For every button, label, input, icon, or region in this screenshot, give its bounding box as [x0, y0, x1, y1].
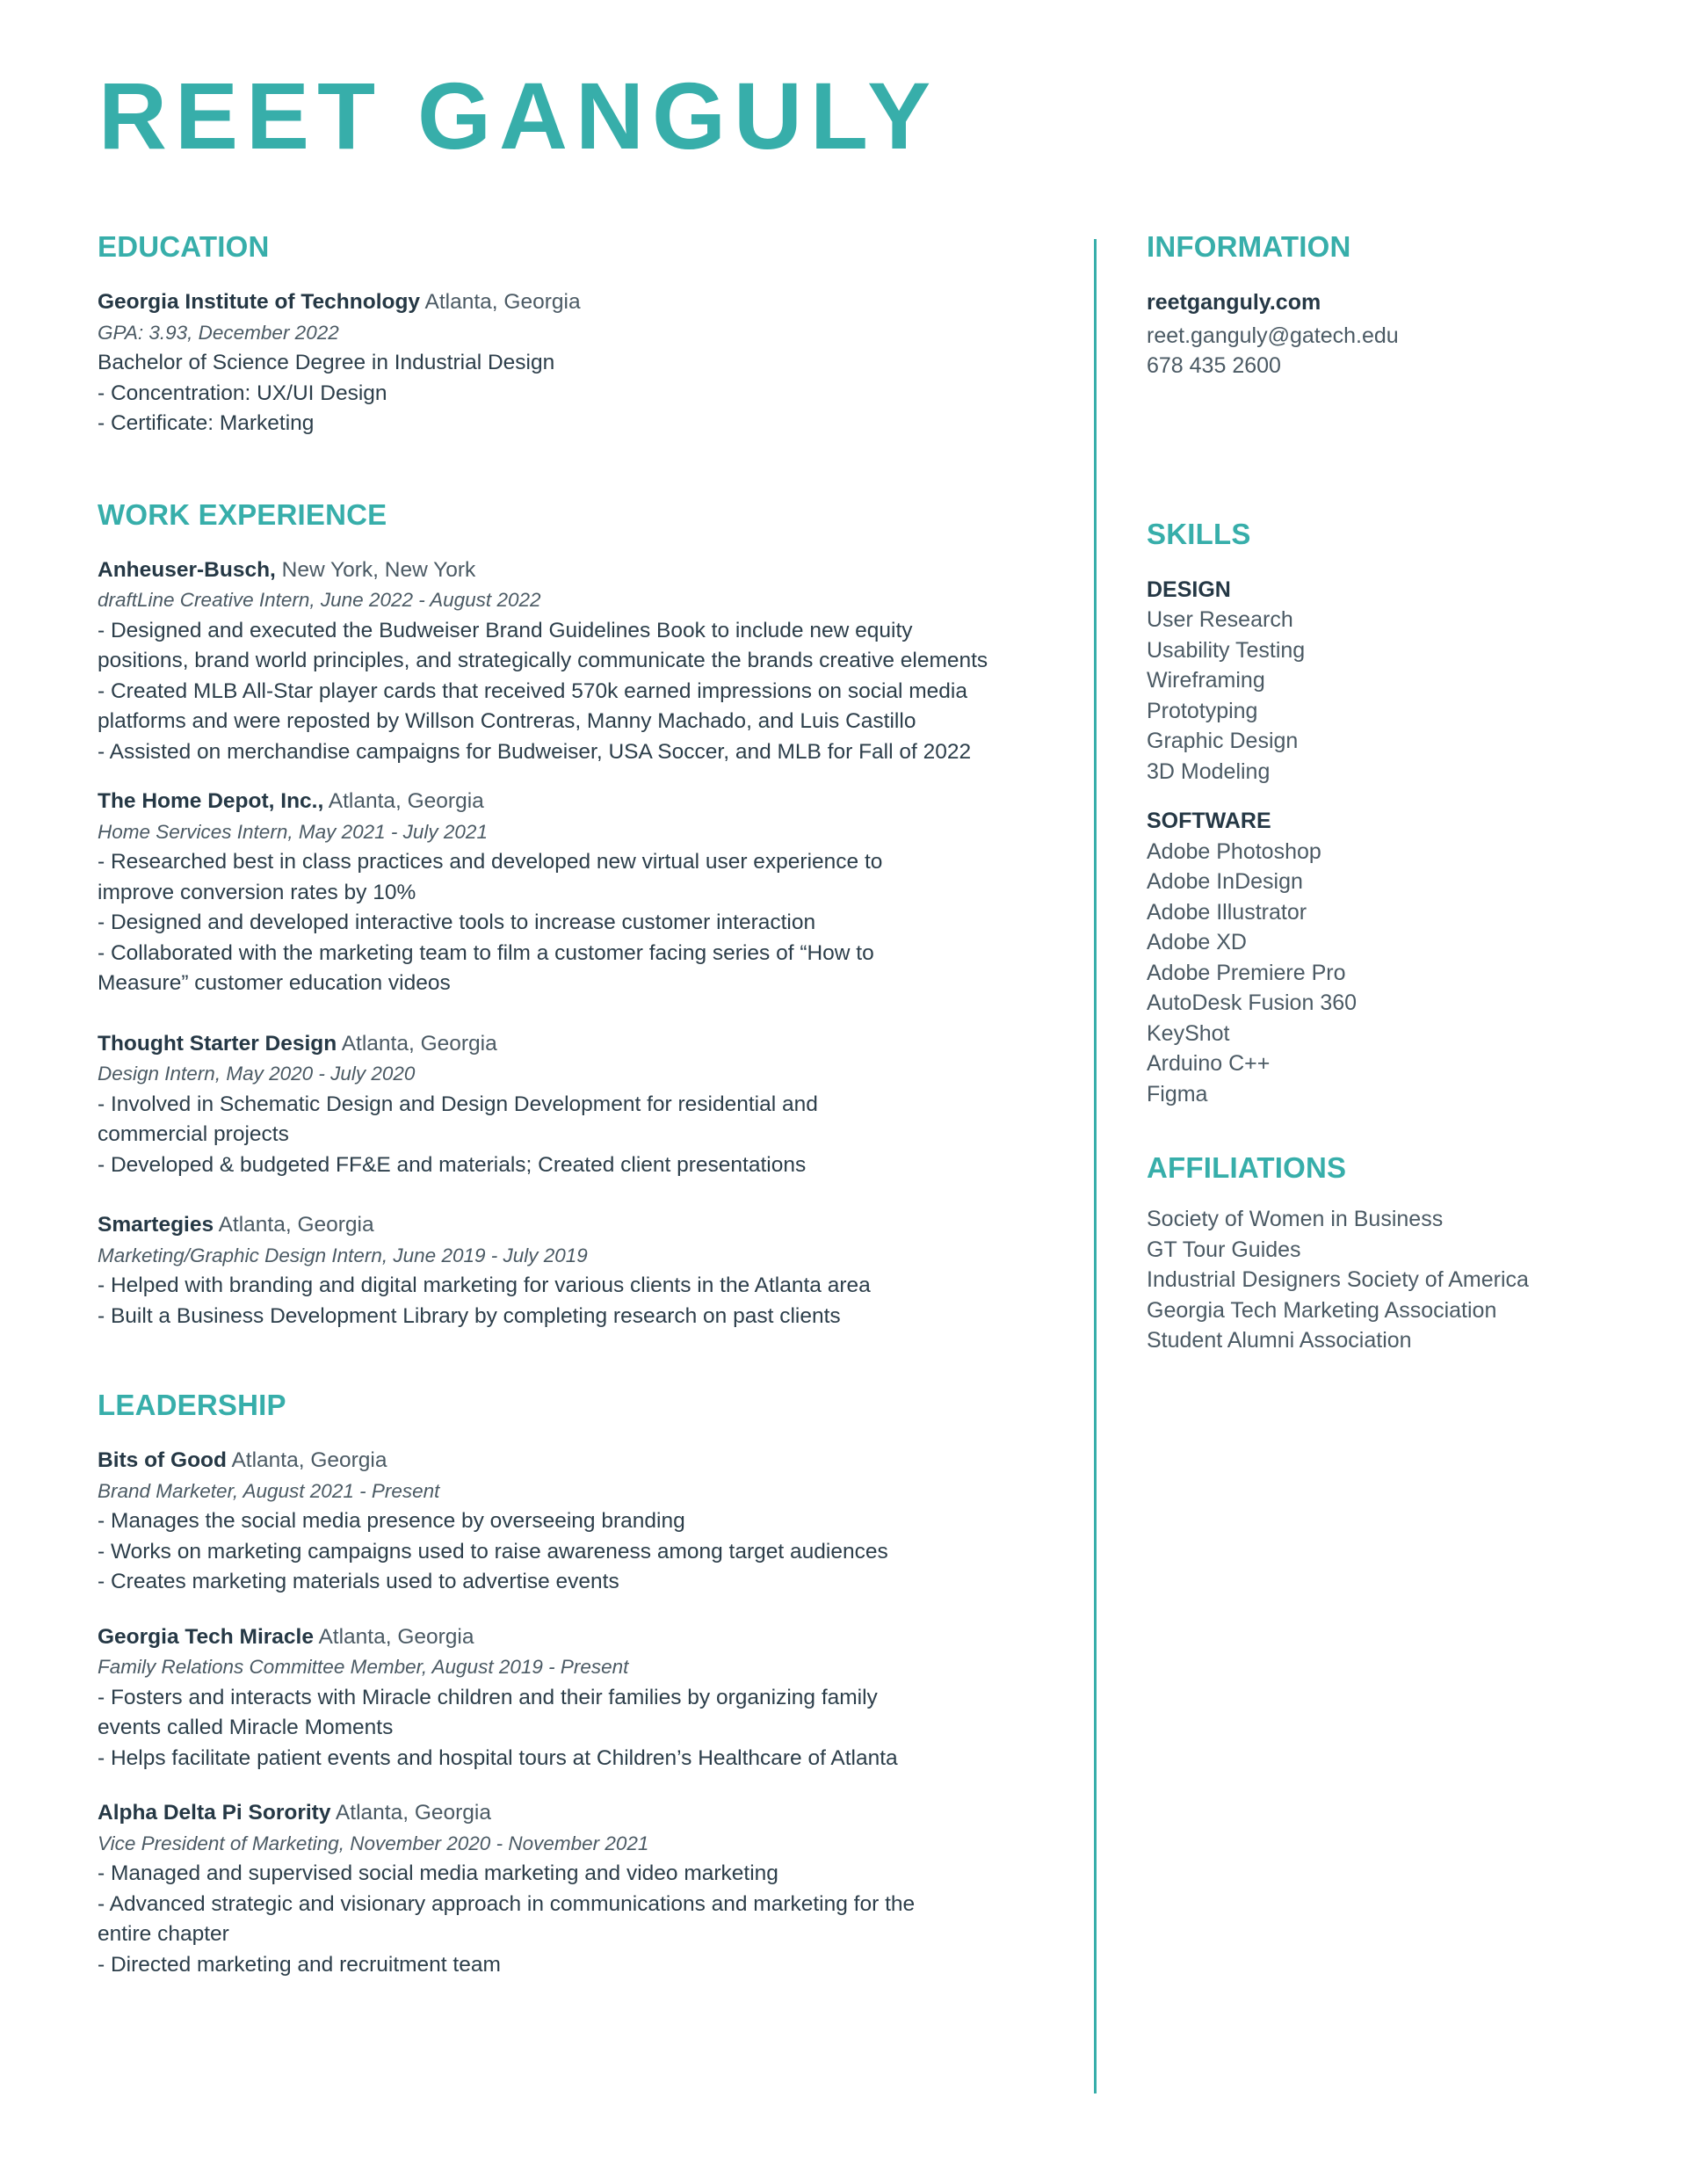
skills-title: SKILLS	[1147, 517, 1251, 550]
entry-line: - Managed and supervised social media marketing and video marketing	[98, 1861, 778, 1885]
entry-line: - Works on marketing campaigns used to raise awareness among target audiences	[98, 1539, 888, 1564]
affiliation-item: Student Alumni Association	[1147, 1328, 1412, 1353]
entry-location: Atlanta, Georgia	[330, 1801, 491, 1825]
software-item: Adobe InDesign	[1147, 869, 1303, 894]
entry-line: - Fosters and interacts with Miracle children and their families by organizing family	[98, 1685, 878, 1709]
entry-org: The Home Depot, Inc.,	[98, 789, 324, 813]
education-location: Atlanta, Georgia	[424, 290, 581, 314]
education-line: Bachelor of Science Degree in Industrial Design	[98, 351, 555, 374]
affiliation-item: Industrial Designers Society of America	[1147, 1267, 1529, 1292]
entry-line: improve conversion rates by 10%	[98, 880, 416, 904]
software-item: Adobe Photoshop	[1147, 838, 1321, 864]
affiliation-item: Society of Women in Business	[1147, 1207, 1444, 1231]
skill-item: Wireframing	[1147, 668, 1265, 693]
entry-role: Home Services Intern, May 2021 - July 2021	[98, 820, 488, 843]
resume-name: REET GANGULY	[98, 62, 939, 169]
education-school: Georgia Institute of Technology	[98, 290, 421, 314]
skill-item: User Research	[1147, 607, 1293, 632]
entry-line: - Involved in Schematic Design and Design Development for residential and	[98, 1092, 818, 1116]
email-link[interactable]: reet.ganguly@gatech.edu	[1147, 323, 1399, 348]
work-title: WORK EXPERIENCE	[98, 497, 387, 531]
software-item: Adobe Illustrator	[1147, 899, 1307, 925]
entry-org: Bits of Good	[98, 1448, 227, 1472]
entry-line: - Advanced strategic and visionary approach in communications and marketing for the	[98, 1891, 916, 1916]
website-link[interactable]: reetganguly.com	[1147, 290, 1321, 315]
entry-role: Marketing/Graphic Design Intern, June 2019 - July 2019	[98, 1244, 588, 1266]
work-entry	[98, 787, 1046, 999]
entry-role: Vice President of Marketing, November 2020 - November 2021	[98, 1832, 649, 1854]
entry-line: - Developed & budgeted FF&E and materials; Created client presentations	[98, 1152, 807, 1177]
work-entry	[98, 555, 1046, 768]
entry-role: Design Intern, May 2020 - July 2020	[98, 1063, 416, 1085]
software-item: Adobe Premiere Pro	[1147, 960, 1346, 985]
skill-item: 3D Modeling	[1147, 758, 1271, 784]
entry-location: Atlanta, Georgia	[314, 1624, 474, 1649]
software-item: Figma	[1147, 1081, 1208, 1107]
skill-item: Graphic Design	[1147, 729, 1299, 753]
leadership-section	[98, 1390, 1046, 1980]
phone-number: 678 435 2600	[1147, 353, 1281, 378]
entry-role: Brand Marketer, August 2021 - Present	[98, 1479, 440, 1502]
entry-role: Family Relations Committee Member, August 2019 - Present	[98, 1656, 629, 1678]
software-item: Arduino C++	[1147, 1051, 1271, 1076]
leadership-entry	[98, 1798, 1046, 1980]
entry-line: platforms and were reposted by Willson Contreras, Manny Machado, and Luis Castillo	[98, 709, 916, 733]
entry-org: Thought Starter Design	[98, 1031, 337, 1056]
leadership-entry	[98, 1446, 1046, 1598]
entry-location: Atlanta, Georgia	[226, 1448, 387, 1472]
software-item: KeyShot	[1147, 1020, 1230, 1046]
information-section	[1147, 232, 1639, 381]
entry-org: Alpha Delta Pi Sorority	[98, 1801, 331, 1825]
entry-line: - Helps facilitate patient events and hospital tours at Children’s Healthcare of Atlanta	[98, 1745, 898, 1770]
skill-item: Usability Testing	[1147, 637, 1306, 663]
entry-line: events called Miracle Moments	[98, 1716, 394, 1739]
left-column	[98, 232, 1046, 1980]
work-entry	[98, 1210, 1046, 1331]
column-divider	[1094, 239, 1097, 2093]
software-label: SOFTWARE	[1147, 809, 1271, 833]
leadership-entry	[98, 1622, 1046, 1774]
affiliations-title: AFFILIATIONS	[1147, 1151, 1347, 1184]
education-line: - Concentration: UX/UI Design	[98, 381, 387, 405]
information-title: INFORMATION	[1147, 230, 1351, 263]
affiliations-section	[1147, 1153, 1639, 1356]
entry-line: - Built a Business Development Library by completing research on past clients	[98, 1303, 841, 1328]
right-column	[1147, 232, 1639, 1356]
software-item: AutoDesk Fusion 360	[1147, 990, 1358, 1015]
affiliation-item: GT Tour Guides	[1147, 1237, 1301, 1262]
entry-location: New York, New York	[275, 557, 476, 582]
education-section	[98, 232, 1046, 439]
entry-line: - Created MLB All-Star player cards that received 570k earned impressions on social media	[98, 678, 968, 703]
design-label: DESIGN	[1147, 577, 1231, 602]
entry-line: - Manages the social media presence by overseeing branding	[98, 1509, 685, 1533]
entry-line: - Collaborated with the marketing team to film a customer facing series of “How to	[98, 940, 874, 965]
entry-org: Georgia Tech Miracle	[98, 1624, 314, 1649]
skill-item: Prototyping	[1147, 698, 1258, 723]
entry-line: - Designed and executed the Budweiser Brand Guidelines Book to include new equity	[98, 618, 913, 642]
education-line: - Certificate: Marketing	[98, 411, 315, 435]
entry-org: Anheuser-Busch,	[98, 557, 276, 582]
work-section	[98, 497, 1046, 1332]
skills-section	[1147, 519, 1639, 1110]
entry-location: Atlanta, Georgia	[337, 1031, 497, 1056]
entry-line: Measure” customer education videos	[98, 971, 451, 995]
education-title: EDUCATION	[98, 230, 270, 263]
entry-line: - Assisted on merchandise campaigns for Budweiser, USA Soccer, and MLB for Fall of 2022	[98, 739, 972, 764]
work-entry	[98, 1029, 1046, 1181]
entry-org: Smartegies	[98, 1213, 214, 1237]
entry-role: draftLine Creative Intern, June 2022 - August 2022	[98, 589, 541, 611]
software-item: Adobe XD	[1147, 930, 1247, 954]
entry-line: - Designed and developed interactive tools to increase customer interaction	[98, 911, 816, 934]
entry-line: - Researched best in class practices and developed new virtual user experience to	[98, 850, 883, 874]
entry-location: Atlanta, Georgia	[214, 1213, 374, 1237]
leadership-title: LEADERSHIP	[98, 1389, 286, 1421]
entry-line: - Directed marketing and recruitment team	[98, 1952, 501, 1977]
entry-line: - Helped with branding and digital marketing for various clients in the Atlanta area	[98, 1273, 871, 1297]
entry-line: entire chapter	[98, 1922, 229, 1946]
affiliation-item: Georgia Tech Marketing Association	[1147, 1297, 1497, 1323]
entry-location: Atlanta, Georgia	[323, 789, 484, 813]
entry-line: - Creates marketing materials used to advertise events	[98, 1570, 619, 1593]
entry-line: positions, brand world principles, and strategically communicate the brands creative elements	[98, 649, 988, 672]
education-gpa: GPA: 3.93, December 2022	[98, 321, 339, 344]
entry-line: commercial projects	[98, 1122, 289, 1146]
